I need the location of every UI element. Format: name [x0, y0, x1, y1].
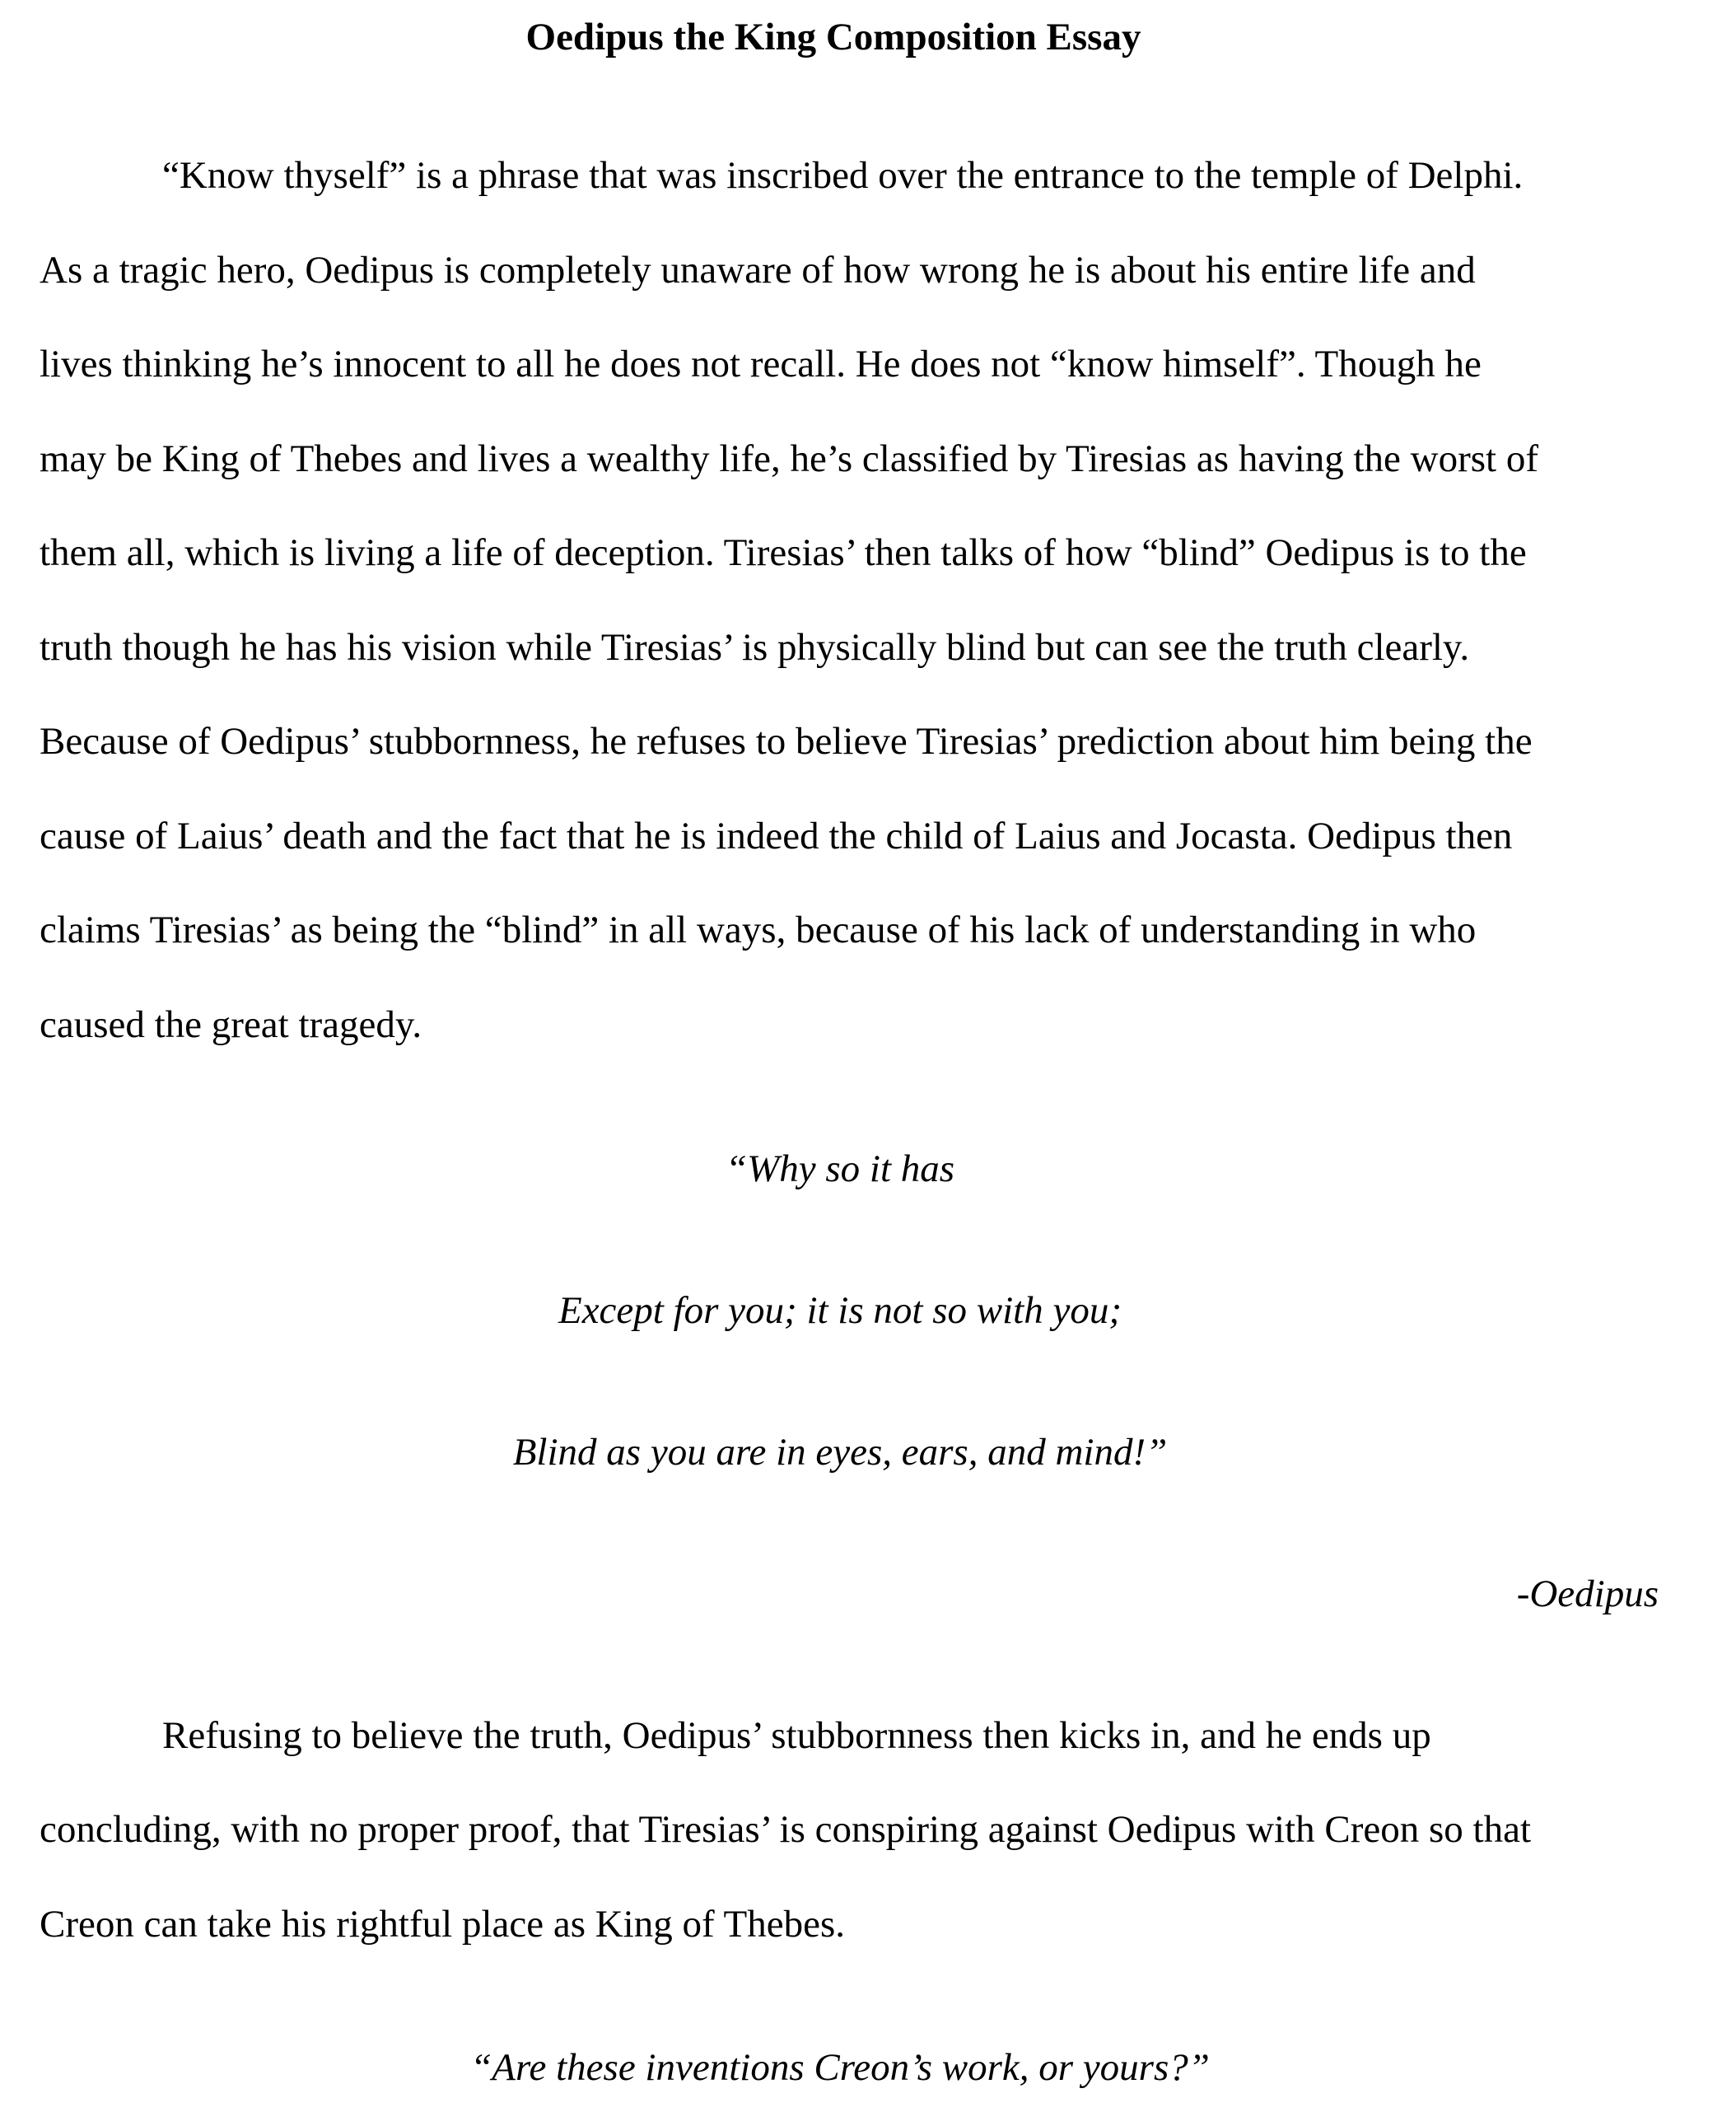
paragraph-1-line: claims Tiresias’ as being the “blind” in all ways, because of his lack of understanding in who: [40, 909, 1477, 951]
quote-1-line: “Why so it has: [725, 1147, 955, 1190]
paragraph-1-line: truth though he has his vision while Tiresias’ is physically blind but can see the truth clearly.: [40, 626, 1470, 669]
paragraph-1-line: may be King of Thebes and lives a wealthy life, he’s classified by Tiresias as having the worst of: [40, 437, 1539, 480]
paragraph-1-line: As a tragic hero, Oedipus is completely unaware of how wrong he is about his entire life and: [40, 249, 1476, 292]
paragraph-1-line: them all, which is living a life of deception. Tiresias’ then talks of how “blind” Oedipus is to the: [40, 531, 1527, 574]
paragraph-2-line: Creon can take his rightful place as King of Thebes.: [40, 1903, 846, 1946]
paragraph-2-line: concluding, with no proper proof, that Tiresias’ is conspiring against Oedipus with Creon so that: [40, 1808, 1532, 1851]
essay-title: Oedipus the King Composition Essay: [525, 16, 1141, 58]
quote-1-line: Except for you; it is not so with you;: [558, 1289, 1122, 1332]
paragraph-2-line: Refusing to believe the truth, Oedipus’ stubbornness then kicks in, and he ends up: [162, 1714, 1431, 1757]
quote-1-line: Blind as you are in eyes, ears, and mind!”: [512, 1431, 1168, 1474]
paragraph-1-line: cause of Laius’ death and the fact that he is indeed the child of Laius and Jocasta. Oedipus then: [40, 815, 1513, 857]
quote-2-line: “Are these inventions Creon’s work, or yours?”: [470, 2046, 1210, 2089]
paragraph-1-line: caused the great tragedy.: [40, 1003, 422, 1046]
quote-attribution: -Oedipus: [1516, 1572, 1659, 1615]
paragraph-1-line: “Know thyself” is a phrase that was inscribed over the entrance to the temple of Delphi.: [162, 154, 1524, 197]
paragraph-1-line: Because of Oedipus’ stubbornness, he refuses to believe Tiresias’ prediction about him being the: [40, 720, 1533, 763]
paragraph-1-line: lives thinking he’s innocent to all he does not recall. He does not “know himself”. Though he: [40, 343, 1482, 385]
